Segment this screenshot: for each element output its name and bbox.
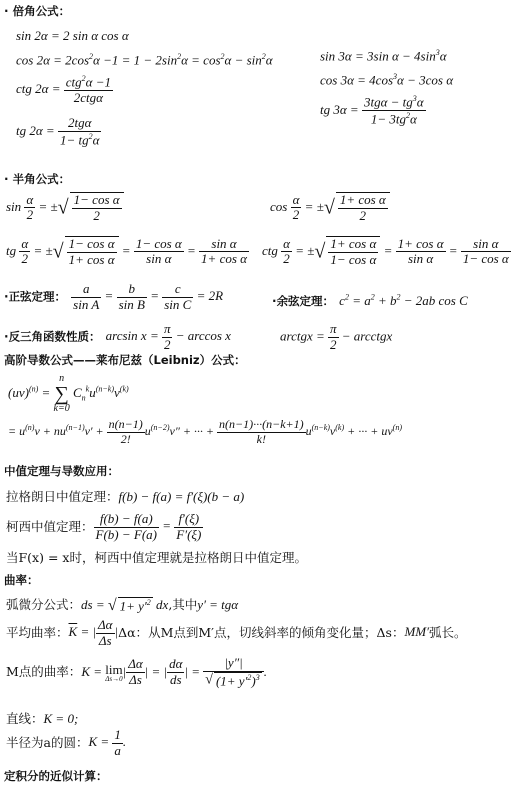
section-title: 反三角函数性质： bbox=[8, 329, 101, 344]
section-title: 正弦定理： bbox=[8, 289, 67, 304]
formula-cos-half: cos $\frac{\alpha}{2}$ = ±√ $\frac{\text{1+ cos α}}{2}$ bbox=[270, 192, 390, 224]
formula-cauchy: $\frac{f(b) - f(a)}{F(b) - F(a)}$ = $\frac{f'(\xi)}{F'(\xi)}$ bbox=[95, 511, 202, 542]
formula-arc-y: y′ = tgα bbox=[197, 597, 239, 612]
section-title: 倍角公式： bbox=[12, 4, 71, 18]
bullet-icon: · bbox=[4, 289, 9, 304]
section-integral-approx: 定积分的近似计算： bbox=[4, 769, 108, 783]
formula-sine-law: $\frac{a}{\text{sin A}}$ = $\frac{b}{\text{sin B}}$ = $\frac{c}{\text{sin C}}$ = 2R bbox=[73, 281, 224, 312]
formula-circle-curvature: K = $\frac{1}{a}$ . bbox=[88, 727, 127, 758]
formula-cosine-law: $c^2 = a^2 + b^2 - 2ab$ cos C bbox=[339, 292, 468, 308]
avg-label: 平均曲率： bbox=[6, 624, 69, 640]
bullet-icon: · bbox=[4, 4, 9, 18]
formula-tg-half: tg $\frac{\alpha}{2}$ = ±√ $\frac{\text{1− cos α}}{\text{1+ cos α}}$ = $\frac{\text{1− cos α}}{\text{sin α}}$ = $\frac{\text{sin α}}{\text{1+ cos α}}$ bbox=[6, 235, 247, 267]
formula-leibniz-expand: = $u^{(n)}v + nu^{(n-1)}v'$ + $\frac{n(n-1)}{2!}$ $u^{(n-2)}v''$ + ··· + $\frac{n(n-1)\cdot\cdot\cdot(n-k+1)}{k!}$ $u^{(n-k)}v^{(k)}$ + ··· + $uv^{(n)}$ bbox=[8, 417, 402, 446]
formula-tg3a: tg 3α = $\frac{3tg\alpha - tg^3\alpha}{1- 3tg^2\alpha}$ bbox=[320, 94, 424, 127]
arc-label: 弧微分公式： bbox=[6, 597, 82, 612]
arc-diff-row bbox=[6, 594, 238, 615]
bullet-icon: · bbox=[272, 294, 277, 308]
formula-line-curvature: K = 0; bbox=[43, 711, 79, 726]
cauchy-label: 柯西中值定理： bbox=[6, 518, 94, 534]
cosine-law-row bbox=[272, 290, 468, 309]
formula-arc: ds = √ $1+ y'^2$ dx bbox=[81, 597, 169, 615]
section-leibniz: 高阶导数公式——莱布尼兹（Leibniz）公式： bbox=[4, 353, 246, 367]
formula-tg2a: tg 2α = $\frac{\text{2tgα}}{1- tg^2\alpha}$ bbox=[16, 115, 100, 148]
formula-sin2a: sin 2α = 2 sin α cos α bbox=[16, 28, 129, 43]
arc-mm-symbol: MM′ bbox=[404, 623, 429, 639]
formula-arcsin: arcsin x = $\frac{\pi}{2}$ − arccos x bbox=[105, 321, 231, 352]
section-double-angle bbox=[4, 3, 70, 19]
formula-leibniz-sum: (uv)$^{(n)}$ = n ∑ k=0 $C_n^ku^{(n-k)}v^{(k)}$ bbox=[8, 373, 129, 414]
section-curvature: 曲率： bbox=[4, 573, 39, 587]
point-curvature-row bbox=[6, 656, 267, 689]
inverse-trig-row bbox=[4, 322, 231, 353]
formula-cos2a: $\cos 2\alpha = 2\cos^2\alpha -1 = 1 - 2\sin^2\alpha = \cos^2\alpha - \sin^2\alpha$ bbox=[16, 52, 273, 68]
lagrange-label: 拉格朗日中值定理： bbox=[6, 489, 119, 504]
section-half-angle bbox=[4, 171, 70, 187]
avg-desc: 从M点到M′点，切线斜率的倾角变化量；Δs： bbox=[148, 624, 405, 640]
formula-ctg2a: ctg 2α = $\frac{ctg^2\alpha -1}{\text{2ctgα}}$ bbox=[16, 74, 111, 106]
formula-cos3a: $\cos 3\alpha = 4\cos^3\alpha - 3\cos$ α bbox=[320, 72, 454, 88]
lagrange-row bbox=[6, 486, 244, 505]
circle-label: 半径为a的圆： bbox=[6, 734, 89, 750]
section-title: 半角公式： bbox=[12, 172, 71, 186]
line-curvature-row bbox=[6, 708, 78, 727]
bullet-icon: · bbox=[4, 172, 9, 186]
cauchy-note bbox=[6, 548, 307, 566]
note-conclusion: 柯西中值定理就是拉格朗日中值定理。 bbox=[94, 550, 307, 565]
formula-point-curvature: K = lim Δs→0 | $\frac{\Delta\alpha}{\Delta s}$ | = | $\frac{d\alpha}{ds}$ | = $\frac{|y''|}{√ (1+ y'^2)^3}$ . bbox=[81, 655, 268, 689]
note-condition: 当F(x) = x时， bbox=[6, 550, 95, 565]
point-label: M点的曲率： bbox=[6, 664, 82, 680]
formula-arctg: arctgx = $\frac{\pi}{2}$ − arcctgx bbox=[280, 321, 393, 352]
formula-sin-half: sin $\frac{\alpha}{2}$ = ±√ $\frac{\text{1− cos α}}{2}$ bbox=[6, 192, 124, 224]
formula-sin3a: sin 3α = 3sin $\alpha - 4\sin^3\alpha$ bbox=[320, 48, 447, 64]
arc-mid: ,其中 bbox=[168, 597, 198, 612]
section-title: 余弦定理： bbox=[276, 294, 335, 308]
circle-curvature-row bbox=[6, 728, 126, 759]
formula-ctg-half: ctg $\frac{\alpha}{2}$ = ±√ $\frac{\text{1+ cos α}}{\text{1− cos α}}$ = $\frac{\text{1+ cos α}}{\text{sin α}}$ = $\frac{\text{sin α}}{\text{1− cos α}}$ bbox=[262, 235, 509, 267]
section-mean-value: 中值定理与导数应用： bbox=[4, 464, 119, 478]
formula-lagrange: f(b) − f(a) = f′(ξ)(b − a) bbox=[118, 489, 245, 504]
bullet-icon: · bbox=[4, 329, 9, 344]
line-label: 直线： bbox=[6, 711, 44, 726]
avg-tail: 弧长。 bbox=[428, 624, 467, 640]
formula-avg-curvature: $\overline{K}$ = | $\frac{\Delta\alpha}{\Delta s}$ | bbox=[68, 617, 119, 648]
cauchy-row bbox=[6, 512, 203, 543]
sine-law-row bbox=[4, 282, 223, 313]
avg-curvature-row: 平均曲率：$\overline{K}$ = | $\frac{\Delta\alpha}{\Delta s}$ |Δα：从M点到M′点，切线斜率的倾角变化量；Δs：MM′弧长。 bbox=[6, 617, 467, 648]
